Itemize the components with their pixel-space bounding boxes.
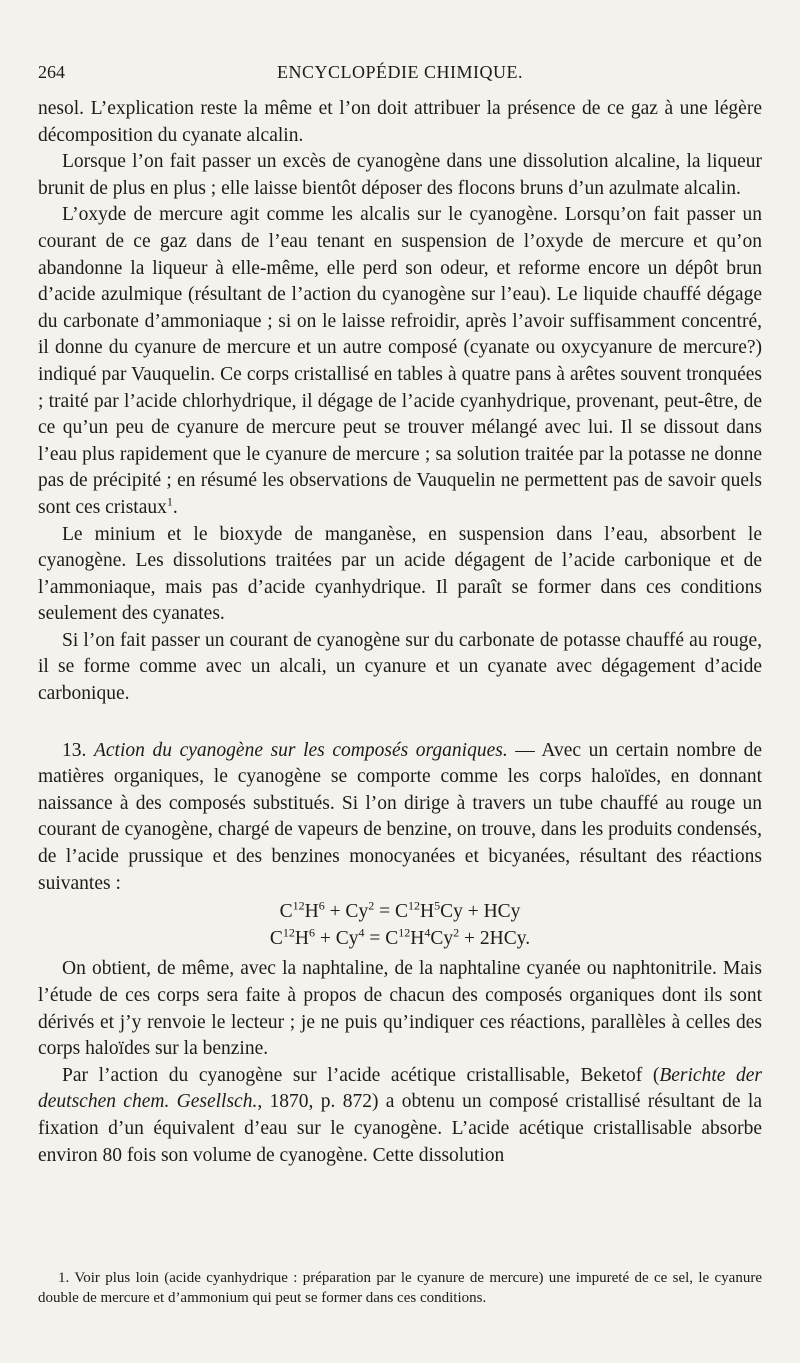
running-title: ENCYCLOPÉDIE CHIMIQUE. <box>277 62 523 82</box>
paragraph: nesol. L’explication reste la même et l’on doit attribuer la présence de ce gaz à une légère décomposition du cyanate alcalin. <box>38 98 762 146</box>
paragraph-beketof: Par l’action du cyanogène sur l’acide acétique cristallisable, Beketof (Berichte der deutschen chem. Gesellsch., 1870, p. 872) a obtenu un composé cristallisé résultant de la fixation d’un équivalent d’eau sur le cyanogène. L’acide acétique cristallisable absorbe environ 80 fois son volume de cyanogène. Cette dissolution <box>38 1064 762 1166</box>
section-number: 13. <box>62 739 87 761</box>
paragraph: On obtient, de même, avec la naphtaline, de la naphtaline cyanée ou naphtonitrile. Mais l’étude de ces corps sera faite à propos de chacun des composés organiques dont ils sont dérivés et j’y renvoie le lecteur ; je ne puis qu’indiquer ces réactions, parallèles à celles des corps haloïdes sur la benzine. <box>38 958 762 1060</box>
footnote-number: 1. <box>58 1270 70 1286</box>
paragraph: Lorsque l’on fait passer un excès de cyanogène dans une dissolution alcaline, la liqueur brunit de plus en plus ; elle laisse bientôt déposer des flocons bruns d’un azulmate alcalin. <box>38 151 762 199</box>
paragraph: Le minium et le bioxyde de manganèse, en suspension dans l’eau, absorbent le cyanogène. Les dissolutions traitées par un acide dégagent de l’acide carbonique et de l’ammoniaque, mais pas d’acide cyanhydrique. Il paraît se former dans ces conditions seulement des cyanates. <box>38 523 762 625</box>
paragraph: L’oxyde de mercure agit comme les alcalis sur le cyanogène. Lorsqu’on fait passer un courant de ce gaz dans de l’eau tenant en suspension de l’oxyde de mercure et qu’on abandonne la liqueur à elle-même, elle perd son odeur, et reforme encore un dépôt brun d’acide azulmique (résultant de l’action du cyanogène sur l’eau). Le liquide chauffé dégage du carbonate d’ammoniaque ; si on le laisse refroidir, après l’avoir suffisamment concentré, il donne du cyanure de mercure et un autre composé (cyanate ou oxycyanure de mercure?) indiqué par Vauquelin. Ce corps cristallisé en tables à quatre pans à arêtes souvent tronquées ; traité par l’acide chlorhydrique, il dégage de l’acide cyanhydrique, provenant, peut-être, de ce qu’un peu de cyanure de mercure peut se trouver mélangé avec lui. Il se dissout dans l’eau plus rapidement que le cyanure de mercure ; sa solution traitée par la potasse ne donne pas de précipité ; en résumé les observations de Vauquelin ne permettent pas de savoir quels sont ces cristaux$^1$. <box>38 204 762 518</box>
footnote-ref[interactable]: 1 <box>166 494 173 509</box>
paragraph-text: L’oxyde de mercure agit comme les alcalis sur le cyanogène. Lorsqu’on fait passer un courant de ce gaz dans de l’eau tenant en suspension de l’oxyde de mercure et qu’on abandonne la liqueur à elle-même, elle perd son odeur, et reforme encore un dépôt brun d’acide azulmique (résultant de l’action du cyanogène sur l’eau). Le liquide chauffé dégage du carbonate d’ammoniaque ; si on le laisse refroidir, après l’avoir suffisamment concentré, il donne du cyanure de mercure et un autre composé (cyanate ou oxycyanure de mercure?) indiqué par Vauquelin. Ce corps cristallisé en tables à quatre pans à arêtes souvent tronquées ; traité par l’acide chlorhydrique, il dégage de l’acide cyanhydrique, provenant, peut-être, de ce qu’un peu de cyanure de mercure peut se trouver mélangé avec lui. Il se dissout dans l’eau plus rapidement que le cyanure de mercure ; sa solution traitée par la potasse ne donne pas de précipité ; en résumé les observations de Vauquelin ne permettent pas de savoir quels sont ces cristaux <box>38 204 762 518</box>
body-text <box>38 96 762 1169</box>
section-paragraph <box>38 738 762 898</box>
section-text: Avec un certain nombre de matières organiques, le cyanogène se comporte comme les corps haloïdes, en donnant naissance à des composés substitués. Si l’on dirige à travers un tube chauffé au rouge un courant de cyanogène, chargé de vapeurs de benzine, on trouve, dans les produits condensés, de l’acide prussique et des benzines monocyanées et bicyanées, résultant des réactions suivantes : <box>38 739 762 894</box>
equation-1: $C^{12}H^6 + Cy^2 = C^{12}H^5Cy$ + HCy <box>279 898 521 923</box>
footnote <box>38 1268 762 1308</box>
footnote-text: Voir plus loin (acide cyanhydrique : préparation par le cyanure de mercure) une impureté de ce sel, le cyanure double de mercure et d’ammonium qui peut se former dans ces conditions. <box>38 1270 762 1306</box>
equation-2: $C^{12}H^6 + Cy^4 = C^{12}H^4Cy^2 + 2HCy$. <box>269 925 531 949</box>
journal-title: Berichte der deutschen chem. Gesellsch. <box>38 1064 762 1113</box>
page-number: 264 <box>38 62 65 82</box>
page-header <box>38 62 762 90</box>
paragraph: Si l’on fait passer un courant de cyanogène sur du carbonate de potasse chauffé au rouge, il se forme comme avec un alcali, un cyanure et un cyanate avec dégagement d’acide carbonique. <box>38 629 762 705</box>
section-dash: — <box>507 739 542 761</box>
section-title: Action du cyanogène sur les composés organiques. <box>93 739 508 761</box>
equation-block <box>38 899 762 952</box>
